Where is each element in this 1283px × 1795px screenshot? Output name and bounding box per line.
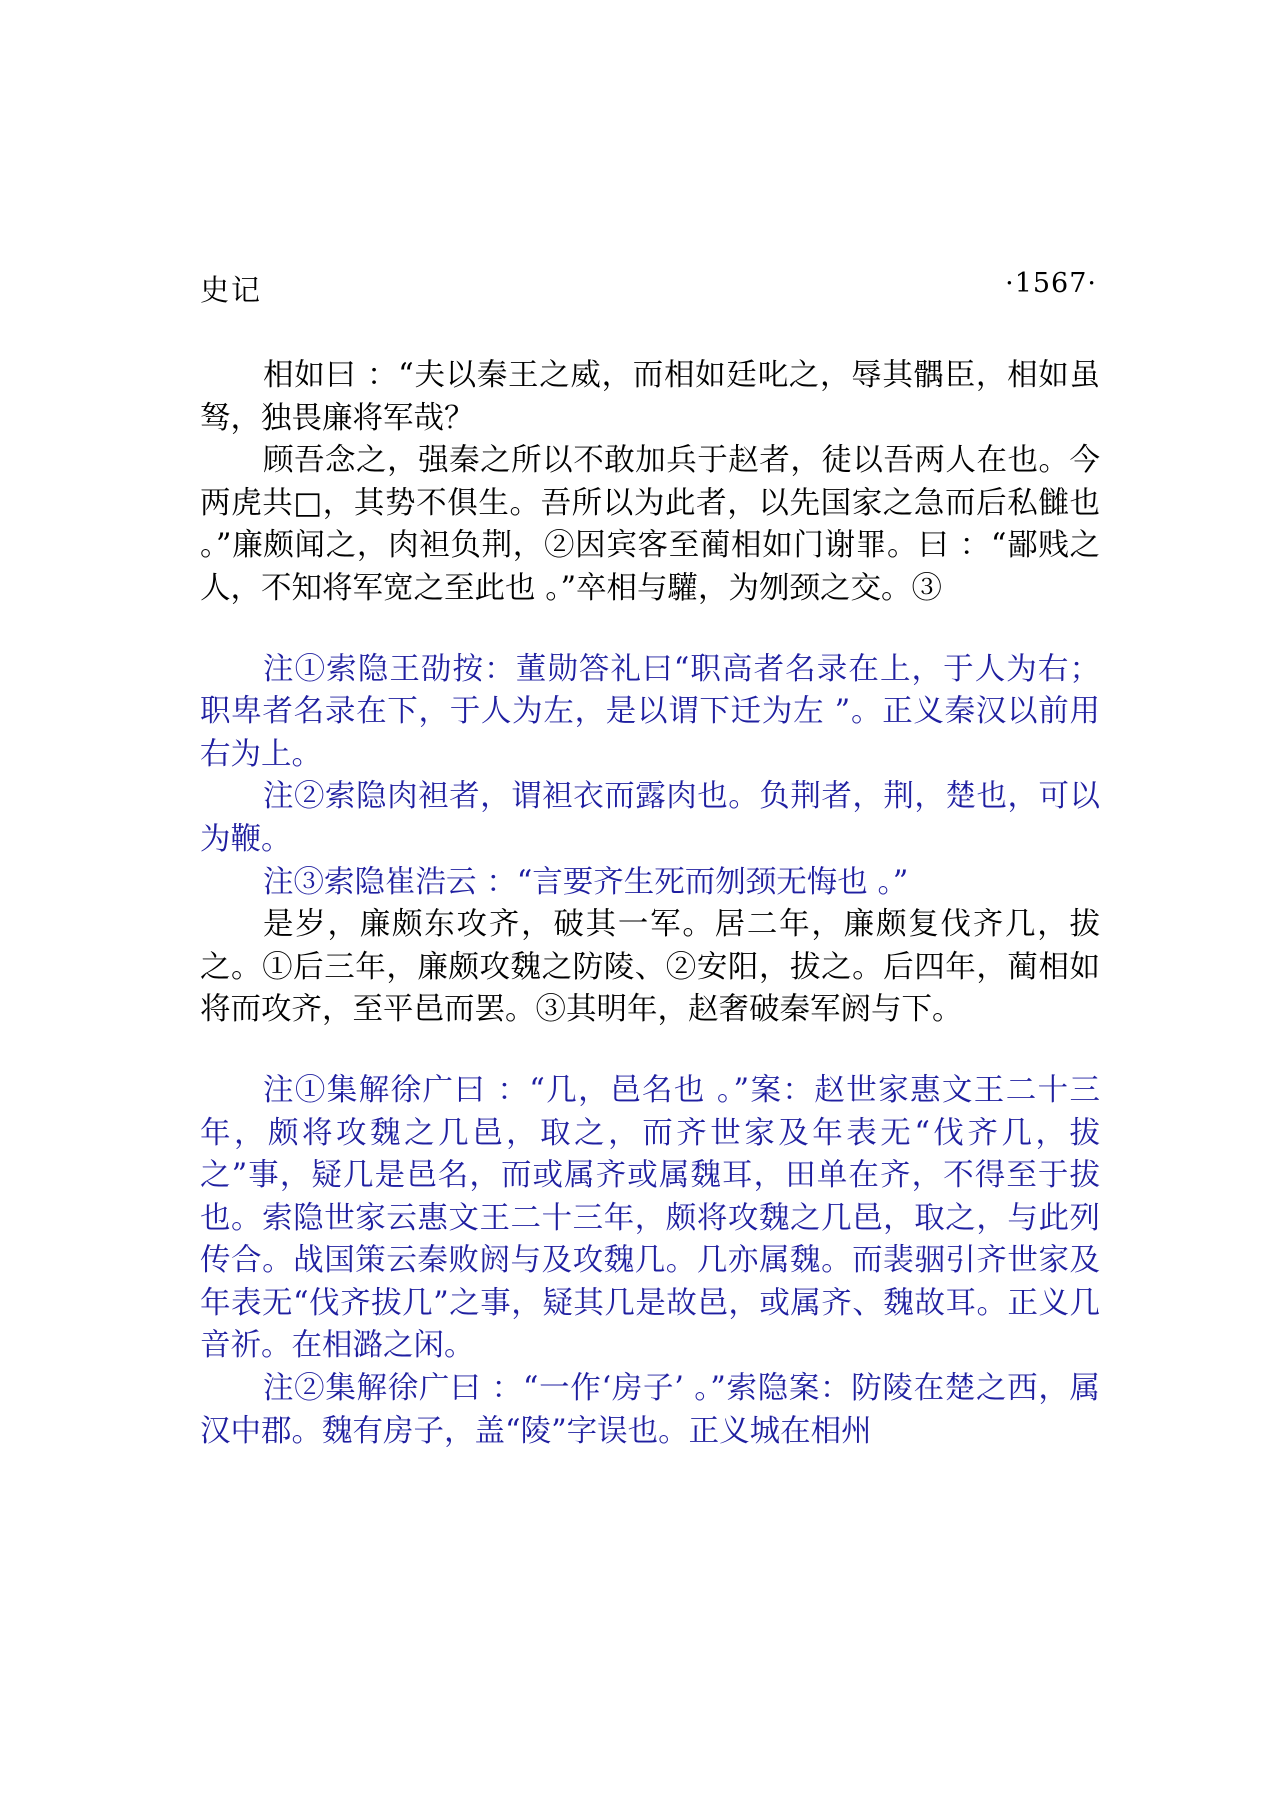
book-title: 史记 (200, 273, 263, 307)
page-header (200, 268, 1097, 308)
main-text-paragraph: 相如曰 ：“夫以秦王之威，而相如廷叱之，辱其髃臣，相如虽驽，独畏廉将军哉？ (200, 358, 1100, 436)
annotation-paragraph: 注①集解徐广曰 ：“几，邑名也 。”案：赵世家惠文王二十三年，颇将攻魏之几邑，取之，而齐世家及年表无“伐齐几，拔之”事，疑几是邑名，而或属齐或属魏耳，田单在齐，不得至于拔也。索隐世家云惠文王二十三年，颇将攻魏之几邑，取之，与此列传合。战国策云秦败阏与及攻魏几。几亦属魏。而裴骃引齐世家及年表无“伐齐拔几”之事，疑其几是故邑，或属齐、魏故耳。正义几音祈。在相潞之闲。 (200, 1072, 1100, 1364)
main-text-paragraph: 顾吾念之，强秦之所以不敢加兵于赵者，徒以吾两人在也。今两虎共□，其势不俱生。吾所以为此者，以先国家之急而后私雠也 。”廉颇闻之，肉袒负荆，②因宾客至蔺相如门谢罪。曰 ：“鄙贱之人，不知将军宽之至此也 。”卒相与驩，为刎颈之交。③ (200, 443, 1100, 606)
page-body (200, 355, 1100, 1453)
annotation-paragraph: 注①索隐王劭按：董勋答礼曰“职高者名录在上，于人为右；职卑者名录在下，于人为左，是以谓下迁为左 ”。正义秦汉以前用右为上。 (200, 651, 1100, 772)
main-text-paragraph: 是岁，廉颇东攻齐，破其一军。居二年，廉颇复伐齐几，拔之。①后三年，廉颇攻魏之防陵、②安阳，拔之。后四年，蔺相如将而攻齐，至平邑而罢。③其明年，赵奢破秦军阏与下。 (200, 907, 1100, 1028)
page-number: ·1567· (1005, 268, 1097, 299)
annotation-paragraph: 注②集解徐广曰 ：“一作‘房子’ 。”索隐案：防陵在楚之西，属汉中郡。魏有房子，盖“陵”字误也。正义城在相州 (200, 1371, 1100, 1449)
annotation-paragraph: 注②索隐肉袒者，谓袒衣而露肉也。负荆者，荆，楚也，可以为鞭。 (200, 779, 1100, 857)
section-gap (200, 1032, 1100, 1070)
section-gap (200, 611, 1100, 649)
annotation-paragraph: 注③索隐崔浩云 ：“言要齐生死而刎颈无悔也 。” (263, 864, 909, 900)
